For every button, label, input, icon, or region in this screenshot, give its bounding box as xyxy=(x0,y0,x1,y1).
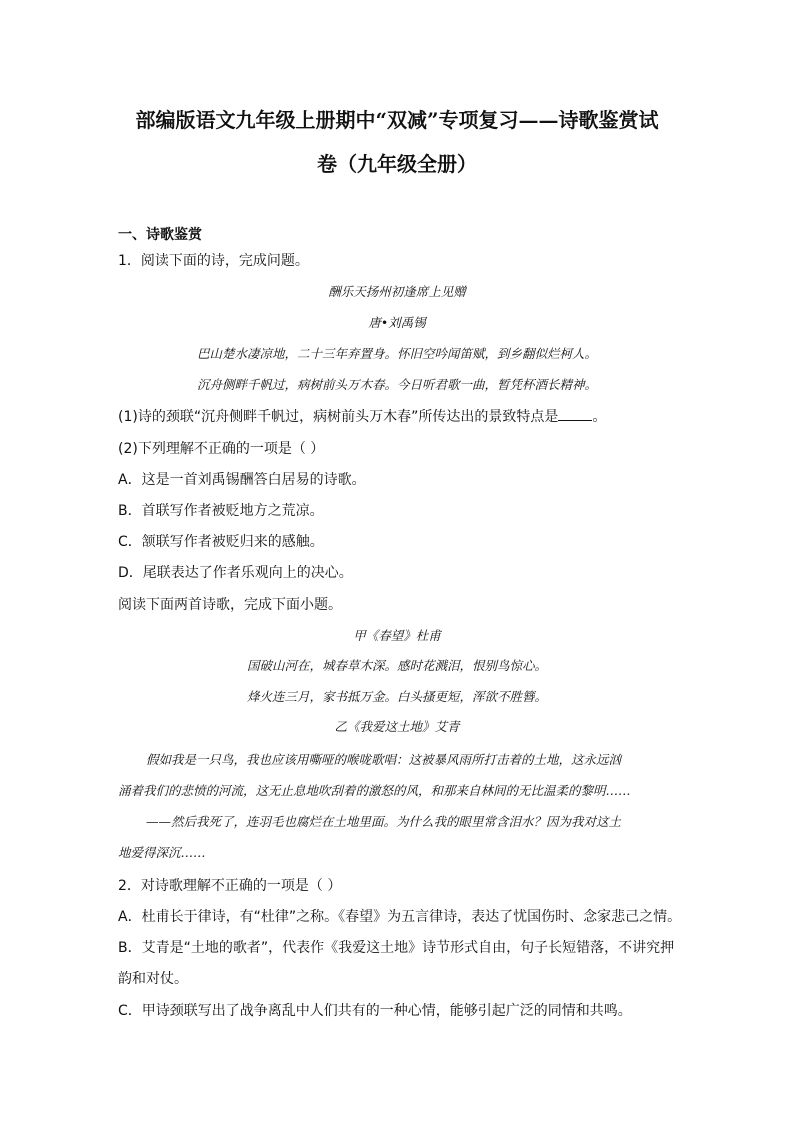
subquestion-1 xyxy=(118,406,606,426)
q2-option-b-line-1: B．艾青是“土地的歌者”，代表作《我爱这土地》诗节形式自由，句子长短错落，不讲究押 xyxy=(118,940,675,956)
poem-b-paragraph-1-line-1: 假如我是一只鸟，我也应该用嘶哑的喉咙歌唱：这被暴风雨所打击着的土地，这永远汹 xyxy=(146,752,622,767)
subquestion-1-end: 。 xyxy=(592,409,607,425)
document-title-line1: 部编版语文九年级上册期中“双减”专项复习——诗歌鉴赏试 xyxy=(135,108,659,132)
answer-blank[interactable] xyxy=(558,408,592,421)
q1-option-b: B．首联写作者被贬地方之荒凉。 xyxy=(118,503,324,519)
q1-option-a: A．这是一首刘禹锡酬答白居易的诗歌。 xyxy=(118,472,366,488)
section-heading: 一、诗歌鉴赏 xyxy=(118,227,202,243)
subquestion-2: (2)下列理解不正确的一项是（ ） xyxy=(118,441,325,457)
q1-option-d: D．尾联表达了作者乐观向上的决心。 xyxy=(118,565,353,581)
question-2-prompt: 2．对诗歌理解不正确的一项是（ ） xyxy=(118,878,342,894)
poem-b-paragraph-2-line-1: ——然后我死了，连羽毛也腐烂在土地里面。为什么我的眼里常含泪水？因为我对这土 xyxy=(146,814,622,829)
poem-a-line-2: 烽火连三月，家书抵万金。白头搔更短，浑欲不胜簪。 xyxy=(246,689,547,704)
q2-option-b-line-2: 韵和对仗。 xyxy=(118,971,188,987)
q2-option-a: A．杜甫长于律诗，有“杜律”之称。《春望》为五言律诗，表达了忧国伤时、念家悲己之情。 xyxy=(118,909,682,925)
poem-line-1: 巴山楚水凄凉地，二十三年弃置身。怀旧空吟闻笛赋，到乡翻似烂柯人。 xyxy=(196,346,597,361)
poem-line-2: 沉舟侧畔千帆过，病树前头万木春。今日听君歌一曲，暂凭杯酒长精神。 xyxy=(196,377,597,392)
q1-option-c: C．颔联写作者被贬归来的感触。 xyxy=(118,534,324,550)
poem-author: 唐•刘禹锡 xyxy=(368,315,426,330)
subquestion-1-text: (1)诗的颈联“沉舟侧畔千帆过，病树前头万木春”所传达出的景致特点是 xyxy=(118,409,559,425)
poem-b-paragraph-1-line-2: 涌着我们的悲愤的河流，这无止息地吹刮着的激怒的风，和那来自林间的无比温柔的黎明…… xyxy=(118,783,631,798)
group-2-intro: 阅读下面两首诗歌，完成下面小题。 xyxy=(118,597,342,613)
poem-b-title: 乙《我爱这土地》艾青 xyxy=(334,719,460,734)
poem-a-line-1: 国破山河在，城春草木深。感时花溅泪，恨别鸟惊心。 xyxy=(246,658,547,673)
document-title-line2: 卷（九年级全册） xyxy=(317,152,477,176)
question-1-prompt: 1．阅读下面的诗，完成问题。 xyxy=(118,253,309,269)
q2-option-c: C．甲诗颈联写出了战争离乱中人们共有的一种心情，能够引起广泛的同情和共鸣。 xyxy=(118,1003,632,1019)
poem-b-paragraph-2-line-2: 地爱得深沉…… xyxy=(118,845,206,860)
poem-title: 酬乐天扬州初逢席上见赠 xyxy=(328,284,466,299)
poem-a-title: 甲《春望》杜甫 xyxy=(353,628,441,643)
